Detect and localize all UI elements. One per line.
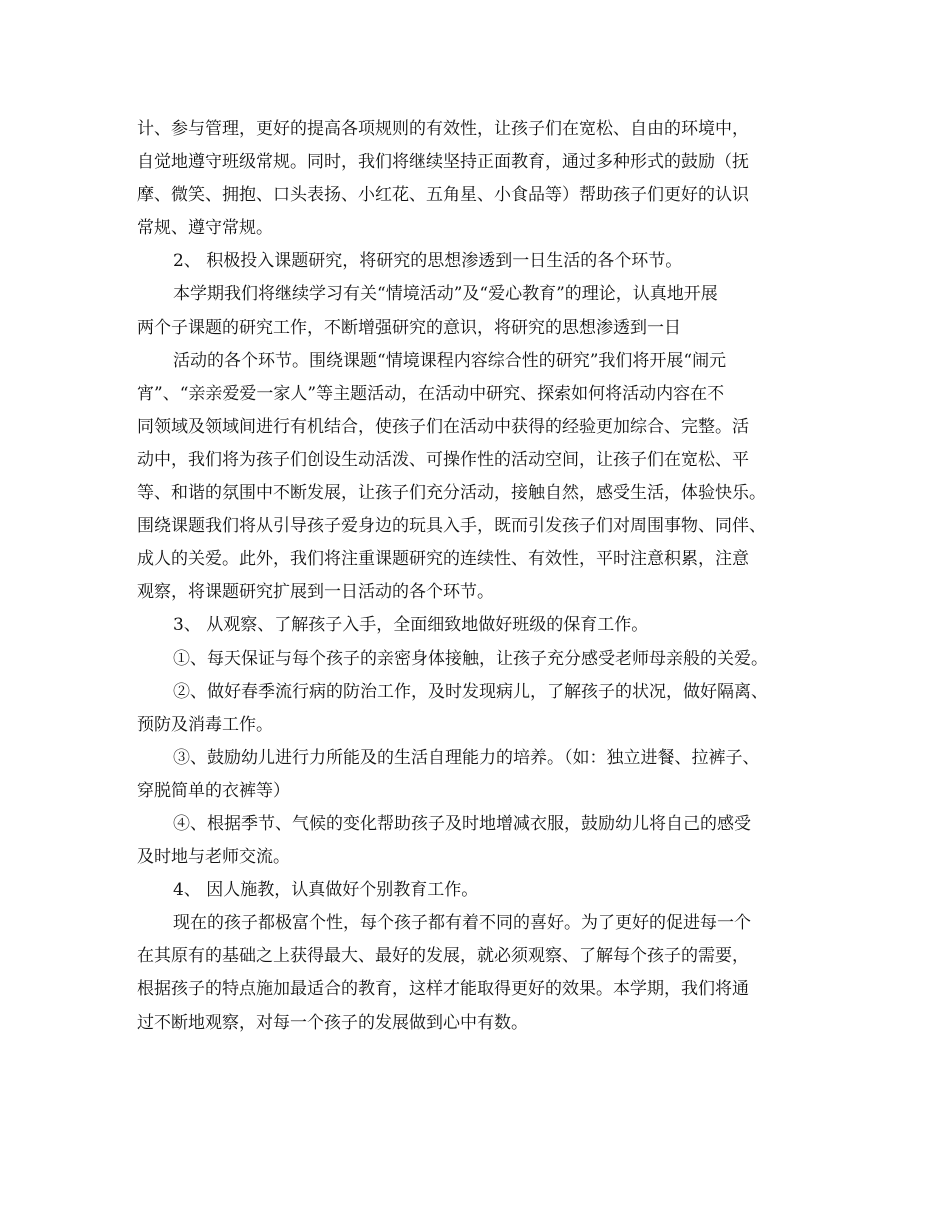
- text-line: 成人的关爱。此外，我们将注重课题研究的连续性、有效性，平时注意积累，注意: [137, 549, 749, 570]
- text-line: ④、根据季节、气候的变化帮助孩子及时地增减衣服，鼓励幼儿将自己的感受: [173, 813, 751, 834]
- text-line: 等、和谐的氛围中不断发展，让孩子们充分活动，接触自然，感受生活，体验快乐。: [137, 483, 766, 504]
- text-line: 自觉地遵守班级常规。同时，我们将继续坚持正面教育，通过多种形式的鼓励（抚: [137, 152, 749, 173]
- text-line: 同领域及领域间进行有机结合，使孩子们在活动中获得的经验更加综合、完整。活: [137, 416, 749, 437]
- text-line: 动中，我们将为孩子们创设生动活泼、可操作性的活动空间，让孩子们在宽松、平: [137, 449, 749, 470]
- text-line: 2、 积极投入课题研究，将研究的思想渗透到一日生活的各个环节。: [173, 251, 683, 272]
- text-line: 现在的孩子都极富个性，每个孩子都有着不同的喜好。为了更好的促进每一个: [173, 913, 751, 934]
- text-line: 摩、微笑、拥抱、口头表扬、小红花、五角星、小食品等）帮助孩子们更好的认识: [137, 185, 749, 206]
- text-line: 计、参与管理，更好的提高各项规则的有效性，让孩子们在宽松、自由的环境中，: [137, 119, 749, 139]
- text-line: 观察，将课题研究扩展到一日活动的各个环节。: [137, 582, 494, 603]
- text-line: ①、每天保证与每个孩子的亲密身体接触，让孩子充分感受老师母亲般的关爱。: [173, 648, 768, 669]
- text-line: 穿脱简单的衣裤等）: [137, 780, 290, 801]
- text-line: ②、做好春季流行病的防治工作，及时发现病儿，了解孩子的状况，做好隔离、: [173, 681, 768, 702]
- text-line: ③、鼓励幼儿进行力所能及的生活自理能力的培养。（如：独立进餐、拉裤子、: [173, 747, 760, 768]
- text-line: 两个子课题的研究工作，不断增强研究的意识，将研究的思想渗透到一日: [137, 317, 681, 338]
- document-body: [137, 113, 817, 1040]
- text-line: 宵”、“亲亲爱爱一家人”等主题活动，在活动中研究、探索如何将活动内容在不: [137, 383, 725, 404]
- text-line: 本学期我们将继续学习有关“情境活动”及“爱心教育”的理论，认真地开展: [173, 284, 718, 305]
- text-line: 根据孩子的特点施加最适合的教育，这样才能取得更好的效果。本学期，我们将通: [137, 979, 749, 1000]
- text-line: 3、 从观察、了解孩子入手，全面细致地做好班级的保育工作。: [173, 615, 649, 636]
- text-line: 常规、遵守常规。: [137, 218, 273, 239]
- text-line: 4、 因人施教，认真做好个别教育工作。: [173, 880, 479, 901]
- text-line: 及时地与老师交流。: [137, 847, 290, 868]
- text-line: 活动的各个环节。围绕课题“情境课程内容综合性的研究”我们将开展“闹元: [173, 350, 727, 371]
- text-line: 预防及消毒工作。: [137, 714, 273, 735]
- text-line: 过不断地观察，对每一个孩子的发展做到心中有数。: [137, 1012, 528, 1033]
- text-line: 在其原有的基础之上获得最大、最好的发展，就必须观察、了解每个孩子的需要，: [137, 946, 749, 967]
- text-line: 围绕课题我们将从引导孩子爱身边的玩具入手，既而引发孩子们对周围事物、同伴、: [137, 516, 766, 537]
